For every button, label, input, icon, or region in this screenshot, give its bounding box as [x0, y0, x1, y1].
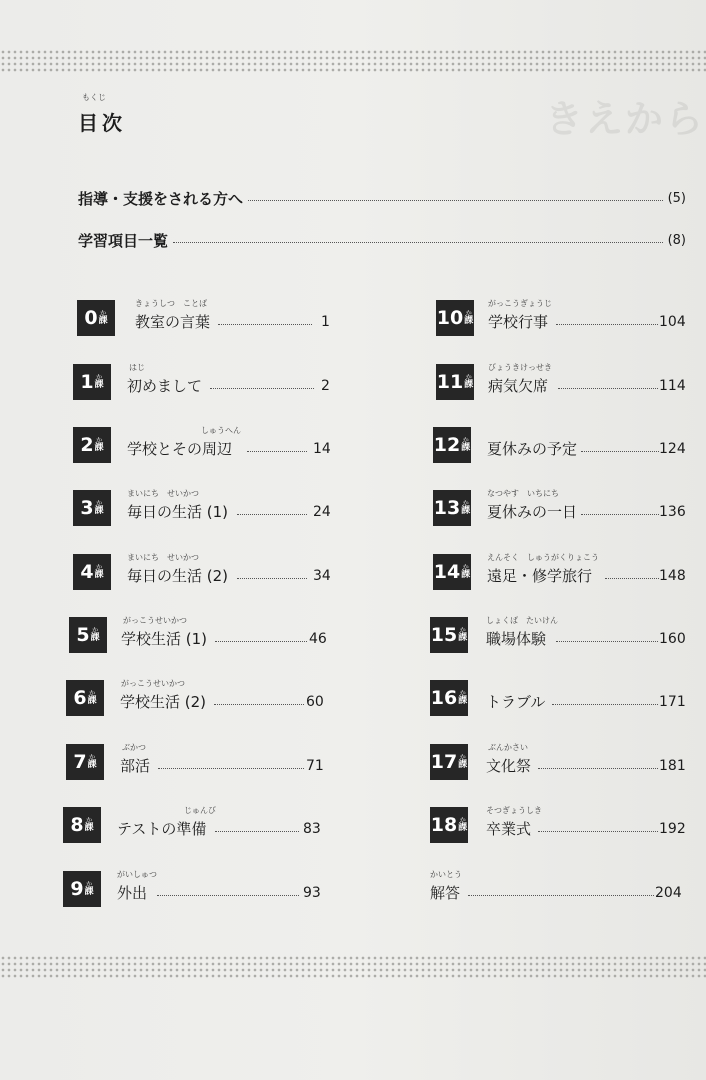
- answers-dots: [468, 895, 654, 896]
- lesson-page: 104: [659, 314, 686, 330]
- title-ruby: もくじ: [82, 93, 106, 102]
- lesson-ka-ruby: か: [462, 499, 469, 507]
- lesson-number: 5: [76, 623, 90, 646]
- lesson-ka-kanji: 課: [90, 632, 100, 643]
- lesson-number: 6: [73, 686, 87, 709]
- lesson-number: 15: [430, 623, 458, 646]
- lesson-page: 148: [659, 568, 686, 584]
- lesson-ka-ruby: か: [96, 436, 103, 444]
- lesson-dots: [538, 768, 658, 769]
- lesson-badge: [436, 300, 474, 336]
- lesson-number: 12: [433, 433, 461, 456]
- lesson-ka-kanji: 課: [98, 315, 108, 326]
- lesson-page: 181: [659, 758, 686, 774]
- lesson-title: 部活: [120, 757, 151, 775]
- lesson-ka: [88, 691, 97, 706]
- lesson-ka: [461, 501, 470, 516]
- lesson-page: 1: [321, 314, 330, 330]
- lesson-ka-kanji: 課: [461, 442, 471, 453]
- lesson-number: 0: [84, 306, 98, 329]
- lesson-ka: [85, 818, 94, 833]
- lesson-dots: [552, 704, 658, 705]
- lesson-ka-kanji: 課: [458, 632, 468, 643]
- lesson-page: 71: [306, 758, 324, 774]
- lesson-badge: [69, 617, 107, 653]
- lesson-title: 学校行事: [488, 313, 549, 331]
- lesson-ruby: きょうしつ ことば: [135, 299, 207, 308]
- lesson-ka-ruby: か: [86, 816, 93, 824]
- lesson-badge: [433, 554, 471, 590]
- lesson-ka-ruby: か: [465, 373, 472, 381]
- lesson-dots: [556, 324, 658, 325]
- lesson-title: テストの準備: [117, 820, 207, 838]
- lesson-page: 171: [659, 694, 686, 710]
- lesson-dots: [158, 768, 304, 769]
- lesson-dots: [215, 831, 299, 832]
- lesson-badge: [73, 490, 111, 526]
- lesson-page: 93: [303, 885, 321, 901]
- lesson-badge: [63, 871, 101, 907]
- lesson-ka-kanji: 課: [94, 569, 104, 580]
- lesson-ka: [99, 311, 108, 326]
- lesson-dots: [215, 641, 307, 642]
- lesson-ruby: がっこうぎょうじ: [488, 299, 552, 308]
- lesson-number: 4: [80, 560, 94, 583]
- lesson-ka: [95, 375, 104, 390]
- lesson-ka: [88, 755, 97, 770]
- lesson-badge: [430, 680, 468, 716]
- lesson-page: 24: [313, 504, 331, 520]
- lesson-badge: [73, 427, 111, 463]
- lesson-ka: [85, 882, 94, 897]
- lesson-ka-kanji: 課: [458, 822, 468, 833]
- lesson-page: 34: [313, 568, 331, 584]
- lesson-ka: [458, 691, 467, 706]
- lesson-ka-ruby: か: [459, 753, 466, 761]
- lesson-dots: [237, 578, 307, 579]
- lesson-title: 職場体験: [486, 630, 547, 648]
- lesson-ka: [464, 375, 473, 390]
- lesson-number: 3: [80, 496, 94, 519]
- lesson-number: 7: [73, 750, 87, 773]
- lesson-dots: [558, 388, 658, 389]
- lesson-ruby: しゅうへん: [201, 426, 241, 435]
- lesson-ruby: ぶんかさい: [488, 743, 528, 752]
- lesson-ka-kanji: 課: [461, 569, 471, 580]
- lesson-dots: [538, 831, 658, 832]
- lesson-ka: [458, 628, 467, 643]
- lesson-ka-ruby: か: [89, 753, 96, 761]
- lesson-ka-ruby: か: [459, 689, 466, 697]
- lesson-ruby: えんそく しゅうがくりょこう: [487, 553, 599, 562]
- lesson-ruby: がっこうせいかつ: [123, 616, 187, 625]
- lesson-dots: [605, 578, 659, 579]
- lesson-title: 学校生活 (1): [121, 630, 208, 648]
- toc-top-entry-1: [78, 188, 686, 209]
- lesson-ka: [458, 818, 467, 833]
- toc-top-page: (8): [667, 233, 686, 248]
- toc-top-entry-2: [78, 230, 686, 251]
- lesson-badge: [430, 807, 468, 843]
- lesson-ruby: そつぎょうしき: [486, 806, 542, 815]
- lesson-number: 2: [80, 433, 94, 456]
- lesson-ka-kanji: 課: [87, 695, 97, 706]
- lesson-title: 遠足・修学旅行: [487, 567, 593, 585]
- toc-top-label: 指導・支援をされる方へ: [78, 190, 244, 208]
- lesson-number: 11: [436, 370, 464, 393]
- lesson-ka: [95, 501, 104, 516]
- lesson-dots: [581, 451, 659, 452]
- lesson-title: 学校とその周辺: [127, 440, 233, 458]
- lesson-ruby: がいしゅつ: [117, 870, 157, 879]
- lesson-badge: [430, 617, 468, 653]
- lesson-page: 60: [306, 694, 324, 710]
- lesson-badge: [66, 680, 104, 716]
- lesson-ka-ruby: か: [459, 816, 466, 824]
- lesson-dots: [581, 514, 659, 515]
- lesson-badge: [433, 427, 471, 463]
- top-dotted-band: [0, 49, 706, 73]
- lesson-ka: [91, 628, 100, 643]
- lesson-number: 13: [433, 496, 461, 519]
- lesson-ruby: がっこうせいかつ: [121, 679, 185, 688]
- lesson-ka-kanji: 課: [94, 442, 104, 453]
- lesson-dots: [237, 514, 307, 515]
- lesson-title: 夏休みの一日: [487, 503, 578, 521]
- lesson-title: 教室の言葉: [135, 313, 211, 331]
- lesson-ka-kanji: 課: [458, 759, 468, 770]
- lesson-ka-kanji: 課: [84, 822, 94, 833]
- lesson-number: 18: [430, 813, 458, 836]
- lesson-ruby: しょくば たいけん: [486, 616, 558, 625]
- lesson-ruby: ぶかつ: [122, 743, 146, 752]
- lesson-ka-kanji: 課: [87, 759, 97, 770]
- lesson-ka: [95, 438, 104, 453]
- lesson-ka-ruby: か: [96, 373, 103, 381]
- lesson-ka-kanji: 課: [461, 505, 471, 516]
- toc-top-label: 学習項目一覧: [78, 232, 169, 250]
- lesson-ka-ruby: か: [459, 626, 466, 634]
- lesson-ka-ruby: か: [86, 880, 93, 888]
- lesson-ka-ruby: か: [89, 689, 96, 697]
- lesson-ka-kanji: 課: [458, 695, 468, 706]
- lesson-dots: [210, 388, 314, 389]
- lesson-page: 124: [659, 441, 686, 457]
- lesson-badge: [73, 364, 111, 400]
- lesson-dots: [157, 895, 299, 896]
- toc-top-dots: [173, 242, 663, 243]
- lesson-number: 14: [433, 560, 461, 583]
- lesson-ka-ruby: か: [100, 309, 107, 317]
- lesson-number: 10: [436, 306, 464, 329]
- lesson-ka-kanji: 課: [464, 379, 474, 390]
- lesson-title: 夏休みの予定: [487, 440, 578, 458]
- lesson-ka-ruby: か: [462, 436, 469, 444]
- lesson-ka-ruby: か: [465, 309, 472, 317]
- ghost-text: きえから: [545, 97, 706, 141]
- answers-page: 204: [655, 885, 682, 901]
- toc-top-page: (5): [667, 191, 686, 206]
- lesson-badge: [73, 554, 111, 590]
- lesson-badge: [63, 807, 101, 843]
- lesson-ka-kanji: 課: [84, 886, 94, 897]
- lesson-title: 毎日の生活 (1): [127, 503, 229, 521]
- lesson-page: 83: [303, 821, 321, 837]
- lesson-ka-kanji: 課: [94, 505, 104, 516]
- lesson-number: 9: [70, 877, 84, 900]
- lesson-badge: [436, 364, 474, 400]
- lesson-badge: [66, 744, 104, 780]
- lesson-title: 学校生活 (2): [120, 693, 207, 711]
- lesson-ruby: まいにち せいかつ: [127, 489, 199, 498]
- lesson-title: 毎日の生活 (2): [127, 567, 229, 585]
- lesson-ruby: まいにち せいかつ: [127, 553, 199, 562]
- lesson-ka-ruby: か: [92, 626, 99, 634]
- lesson-ruby: なつやす いちにち: [487, 489, 559, 498]
- answers-label: 解答: [430, 884, 461, 902]
- lesson-page: 136: [659, 504, 686, 520]
- lesson-badge: [433, 490, 471, 526]
- lesson-ka-ruby: か: [462, 563, 469, 571]
- lesson-page: 160: [659, 631, 686, 647]
- lesson-badge: [430, 744, 468, 780]
- lesson-ruby: じゅんび: [184, 806, 216, 815]
- lesson-page: 46: [309, 631, 327, 647]
- lesson-ka: [461, 438, 470, 453]
- lesson-ka: [464, 311, 473, 326]
- lesson-badge: [77, 300, 115, 336]
- lesson-ruby: はじ: [129, 363, 145, 372]
- toc-top-dots: [248, 200, 663, 201]
- lesson-number: 16: [430, 686, 458, 709]
- lesson-number: 1: [80, 370, 94, 393]
- lesson-ka: [458, 755, 467, 770]
- lesson-page: 114: [659, 378, 686, 394]
- lesson-ka: [461, 565, 470, 580]
- lesson-page: 2: [321, 378, 330, 394]
- lesson-ka-kanji: 課: [464, 315, 474, 326]
- lesson-dots: [556, 641, 658, 642]
- lesson-number: 8: [70, 813, 84, 836]
- lesson-title: 文化祭: [486, 757, 532, 775]
- lesson-ka-ruby: か: [96, 563, 103, 571]
- lesson-ka-kanji: 課: [94, 379, 104, 390]
- lesson-page: 14: [313, 441, 331, 457]
- lesson-page: 192: [659, 821, 686, 837]
- answers-ruby: かいとう: [430, 870, 462, 879]
- bottom-dotted-band: [0, 955, 706, 979]
- lesson-dots: [247, 451, 307, 452]
- lesson-number: 17: [430, 750, 458, 773]
- lesson-title: 初めまして: [127, 377, 203, 395]
- page-title: 目次: [78, 111, 126, 135]
- lesson-title: 病気欠席: [488, 377, 549, 395]
- lesson-title: トラブル: [486, 693, 546, 711]
- lesson-ka: [95, 565, 104, 580]
- lesson-dots: [214, 704, 304, 705]
- lesson-dots: [218, 324, 312, 325]
- lesson-title: 卒業式: [486, 820, 532, 838]
- lesson-ka-ruby: か: [96, 499, 103, 507]
- lesson-ruby: びょうきけっせき: [488, 363, 552, 372]
- lesson-title: 外出: [117, 884, 148, 902]
